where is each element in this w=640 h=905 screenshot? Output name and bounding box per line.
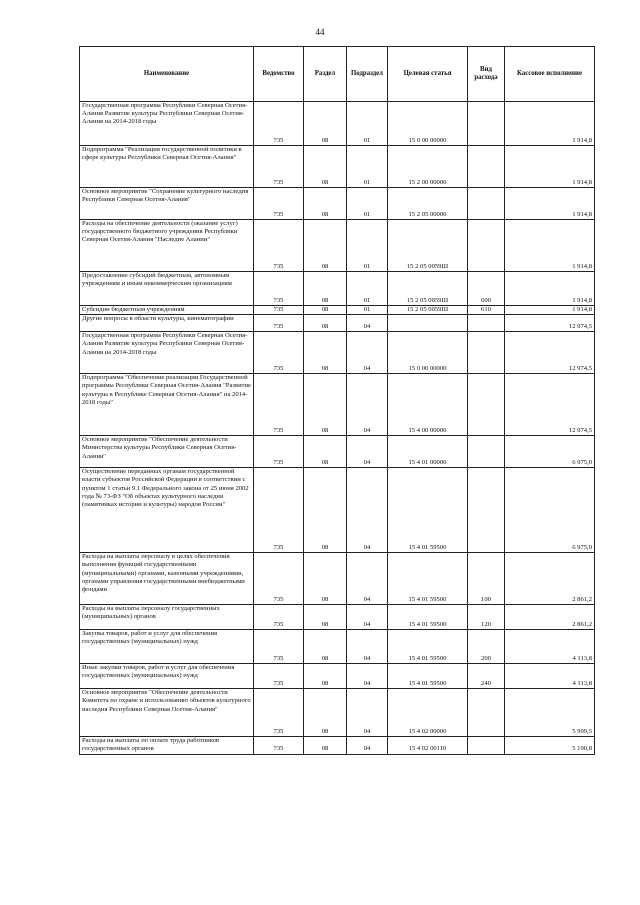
cell-name: Расходы на выплаты по оплате труда работников государственных органов <box>80 737 254 754</box>
header-dept: Ведомство <box>254 47 304 102</box>
cell-amount: 5 999,5 <box>505 689 595 737</box>
cell-section: 08 <box>304 374 347 436</box>
cell-subsection: 01 <box>347 220 388 272</box>
table-row <box>80 630 595 664</box>
cell-exp-type: 100 <box>468 553 505 605</box>
cell-dept: 735 <box>254 605 304 630</box>
cell-target: 15 2 05 0059Ш <box>388 220 468 272</box>
cell-dept: 735 <box>254 664 304 689</box>
cell-subsection: 01 <box>347 146 388 188</box>
cell-exp-type: 120 <box>468 605 505 630</box>
cell-name: Государственная программа Республики Северная Осетия-Алания Развитие культуры Республики Северная Осетия-Алания на 2014-2018 годы <box>80 332 254 374</box>
cell-section: 08 <box>304 220 347 272</box>
cell-exp-type <box>468 689 505 737</box>
cell-exp-type <box>468 220 505 272</box>
cell-exp-type <box>468 436 505 468</box>
table-row <box>80 188 595 220</box>
cell-target: 15 4 01 59500 <box>388 605 468 630</box>
cell-dept: 735 <box>254 689 304 737</box>
cell-exp-type <box>468 737 505 754</box>
cell-exp-type <box>468 374 505 436</box>
cell-target: 15 4 01 59500 <box>388 468 468 553</box>
budget-table <box>79 46 595 755</box>
cell-dept: 735 <box>254 737 304 754</box>
cell-amount: 1 914,8 <box>505 220 595 272</box>
cell-dept: 735 <box>254 315 304 332</box>
cell-amount: 1 914,8 <box>505 146 595 188</box>
cell-exp-type: 200 <box>468 630 505 664</box>
table-row <box>80 374 595 436</box>
cell-amount: 12 974,5 <box>505 374 595 436</box>
cell-dept: 735 <box>254 306 304 315</box>
table-row <box>80 315 595 332</box>
cell-name: Основное мероприятие "Обеспечение деятельности Комитета по охране и использованию объектов культурного наследия Республики Северная Осетия-Алания" <box>80 689 254 737</box>
cell-section: 08 <box>304 146 347 188</box>
cell-exp-type <box>468 315 505 332</box>
cell-subsection: 04 <box>347 332 388 374</box>
cell-section: 08 <box>304 553 347 605</box>
cell-section: 08 <box>304 188 347 220</box>
cell-exp-type <box>468 188 505 220</box>
cell-amount: 1 914,8 <box>505 306 595 315</box>
cell-name: Расходы на выплаты персоналу государственных (муниципальных) органов <box>80 605 254 630</box>
cell-amount: 1 914,8 <box>505 272 595 306</box>
table-row <box>80 553 595 605</box>
cell-amount: 2 861,2 <box>505 553 595 605</box>
cell-name: Субсидии бюджетным учреждениям <box>80 306 254 315</box>
table-row <box>80 220 595 272</box>
cell-dept: 735 <box>254 188 304 220</box>
cell-dept: 735 <box>254 374 304 436</box>
cell-dept: 735 <box>254 220 304 272</box>
cell-name: Предоставление субсидий бюджетным, автономным учреждениям и иным некоммерческим организациям <box>80 272 254 306</box>
table-row <box>80 737 595 754</box>
table-row <box>80 272 595 306</box>
cell-subsection: 04 <box>347 468 388 553</box>
table-row <box>80 146 595 188</box>
cell-section: 08 <box>304 306 347 315</box>
table-row <box>80 468 595 553</box>
cell-section: 08 <box>304 315 347 332</box>
cell-target: 15 4 01 00000 <box>388 436 468 468</box>
cell-dept: 735 <box>254 146 304 188</box>
header-section: Раздел <box>304 47 347 102</box>
cell-section: 08 <box>304 102 347 146</box>
cell-target: 15 2 05 0059Ш <box>388 272 468 306</box>
cell-name: Закупка товаров, работ и услуг для обеспечения государственных (муниципальных) нужд <box>80 630 254 664</box>
cell-target: 15 2 00 00000 <box>388 146 468 188</box>
cell-amount: 12 974,5 <box>505 332 595 374</box>
cell-subsection: 04 <box>347 436 388 468</box>
cell-name: Другие вопросы в области культуры, кинематографии <box>80 315 254 332</box>
cell-subsection: 01 <box>347 102 388 146</box>
cell-exp-type <box>468 102 505 146</box>
cell-section: 08 <box>304 664 347 689</box>
cell-name: Подпрограмма "Реализация государственной политики в сфере культуры Республики Северная Осетия-Алания" <box>80 146 254 188</box>
cell-subsection: 04 <box>347 374 388 436</box>
cell-subsection: 01 <box>347 188 388 220</box>
cell-subsection: 04 <box>347 689 388 737</box>
cell-exp-type <box>468 332 505 374</box>
cell-dept: 735 <box>254 272 304 306</box>
cell-name: Осуществление переданных органам государственной власти субъектов Российской Федерации в соответствии с пунктом 1 статьи 9.1 Федерального закона от 25 июня 2002 года № 73-ФЗ "Об объектах культурного наследия (памятниках истории и культуры) народов России" <box>80 468 254 553</box>
cell-dept: 735 <box>254 332 304 374</box>
cell-exp-type: 610 <box>468 306 505 315</box>
cell-name: Иные закупки товаров, работ и услуг для обеспечения государственных (муниципальных) нужд <box>80 664 254 689</box>
table-row <box>80 436 595 468</box>
cell-exp-type <box>468 468 505 553</box>
cell-section: 08 <box>304 630 347 664</box>
cell-exp-type: 600 <box>468 272 505 306</box>
cell-name: Подпрограмма "Обеспечение реализации Государственной программы Республики Северная Осетия-Алания "Развитие культуры в Республике Северная Осетия-Алания" на 2014-2018 годы" <box>80 374 254 436</box>
cell-dept: 735 <box>254 102 304 146</box>
cell-amount: 2 861,2 <box>505 605 595 630</box>
cell-name: Расходы на выплаты персоналу в целях обеспечения выполнения функций государственными (муниципальными) органами, казенными учреждениями, органами управления государственными внебюджетными фондами <box>80 553 254 605</box>
cell-amount: 12 974,5 <box>505 315 595 332</box>
table-row <box>80 689 595 737</box>
header-name: Наименование <box>80 47 254 102</box>
cell-dept: 735 <box>254 630 304 664</box>
cell-section: 08 <box>304 332 347 374</box>
cell-subsection: 01 <box>347 306 388 315</box>
cell-amount: 5 190,8 <box>505 737 595 754</box>
cell-exp-type <box>468 146 505 188</box>
cell-section: 08 <box>304 272 347 306</box>
cell-target: 15 2 05 0059Ш <box>388 306 468 315</box>
cell-target: 15 2 05 00000 <box>388 188 468 220</box>
cell-subsection: 04 <box>347 630 388 664</box>
cell-exp-type: 240 <box>468 664 505 689</box>
cell-target: 15 0 00 00000 <box>388 102 468 146</box>
cell-name: Основное мероприятие "Сохранение культурного наследия Республики Северная Осетия-Алания" <box>80 188 254 220</box>
cell-target: 15 4 00 00000 <box>388 374 468 436</box>
cell-amount: 4 113,8 <box>505 664 595 689</box>
table-row <box>80 664 595 689</box>
cell-subsection: 04 <box>347 737 388 754</box>
header-target: Целевая статья <box>388 47 468 102</box>
cell-amount: 1 914,8 <box>505 102 595 146</box>
cell-amount: 6 975,0 <box>505 436 595 468</box>
table-header-row <box>80 47 595 102</box>
cell-target: 15 4 01 59500 <box>388 664 468 689</box>
header-subsection: Подраздел <box>347 47 388 102</box>
cell-dept: 735 <box>254 553 304 605</box>
header-amount: Кассовое исполнение <box>505 47 595 102</box>
cell-section: 08 <box>304 468 347 553</box>
cell-amount: 6 975,0 <box>505 468 595 553</box>
cell-name: Основное мероприятие "Обеспечение деятельности Министерства культуры Республики Северная Осетия-Алания" <box>80 436 254 468</box>
cell-subsection: 04 <box>347 664 388 689</box>
cell-subsection: 04 <box>347 605 388 630</box>
cell-section: 08 <box>304 605 347 630</box>
table-row <box>80 102 595 146</box>
header-exp-type: Вид расхода <box>468 47 505 102</box>
cell-target: 15 4 01 59500 <box>388 630 468 664</box>
table-row <box>80 605 595 630</box>
cell-target: 15 4 02 00000 <box>388 689 468 737</box>
cell-amount: 1 914,8 <box>505 188 595 220</box>
cell-name: Государственная программа Республики Северная Осетия-Алания Развитие культуры Республики Северная Осетия-Алания на 2014-2018 годы <box>80 102 254 146</box>
table-row <box>80 306 595 315</box>
cell-target: 15 4 01 59500 <box>388 553 468 605</box>
page-number: 44 <box>315 27 325 37</box>
table-row <box>80 332 595 374</box>
cell-target: 15 0 00 00000 <box>388 332 468 374</box>
cell-subsection: 01 <box>347 272 388 306</box>
cell-target: 15 4 02 00110 <box>388 737 468 754</box>
cell-subsection: 04 <box>347 553 388 605</box>
cell-dept: 735 <box>254 436 304 468</box>
cell-section: 08 <box>304 689 347 737</box>
cell-target <box>388 315 468 332</box>
cell-name: Расходы на обеспечение деятельности (оказание услуг) государственного бюджетного учреждения Республики Северная Осетия-Алания "Наследие Алании" <box>80 220 254 272</box>
cell-amount: 4 113,8 <box>505 630 595 664</box>
cell-section: 08 <box>304 436 347 468</box>
cell-section: 08 <box>304 737 347 754</box>
cell-dept: 735 <box>254 468 304 553</box>
cell-subsection: 04 <box>347 315 388 332</box>
